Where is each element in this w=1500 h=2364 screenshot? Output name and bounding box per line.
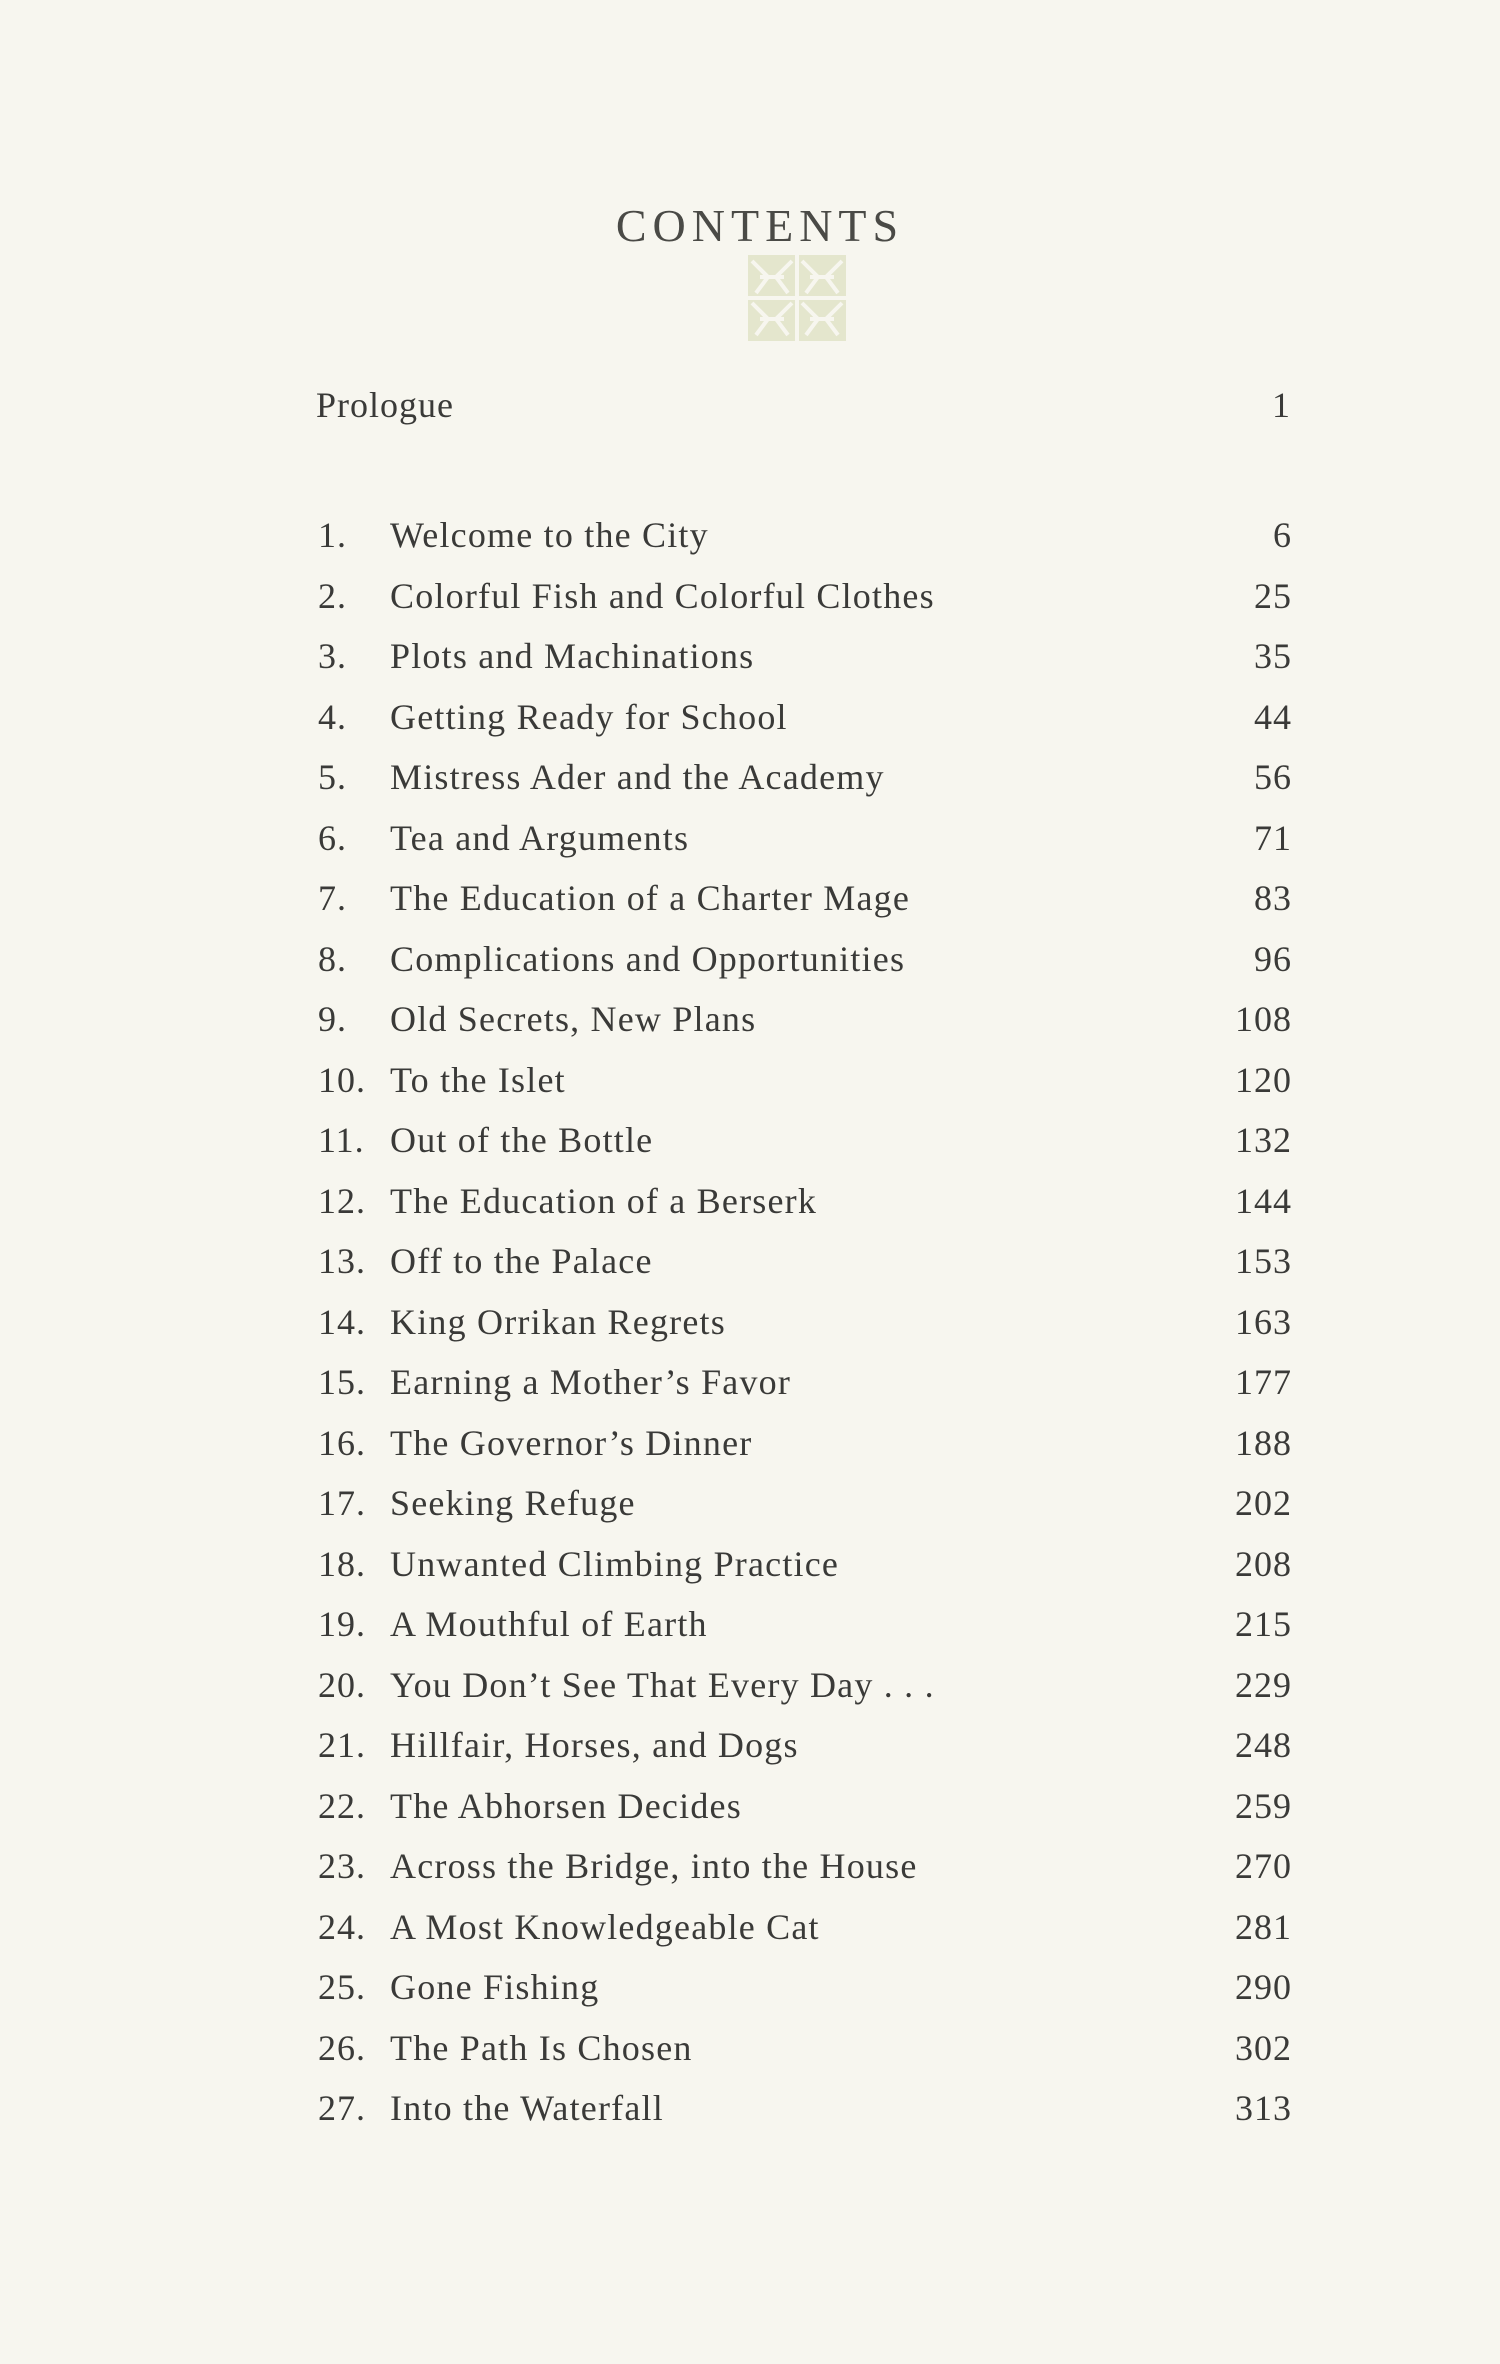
chapter-page-number: 163 xyxy=(1235,1301,1292,1342)
chapter-title: The Path Is Chosen xyxy=(390,2027,693,2068)
chapter-title: To the Islet xyxy=(390,1059,566,1100)
chapter-page-number: 202 xyxy=(1235,1483,1292,1523)
chapter-title: Plots and Machinations xyxy=(390,636,755,676)
chapter-entry xyxy=(318,1231,1292,1292)
chapter-number: 5. xyxy=(318,757,347,797)
chapter-page-number: 132 xyxy=(1235,1120,1292,1160)
chapter-page-number: 6 xyxy=(1273,515,1292,555)
chapter-entry xyxy=(318,626,1292,687)
prologue-page-number: 1 xyxy=(1272,385,1290,425)
prologue-entry xyxy=(316,384,1290,436)
chapter-page-number: 188 xyxy=(1235,1422,1292,1463)
chapter-entry xyxy=(318,1413,1292,1474)
chapter-number: 11. xyxy=(318,1120,365,1160)
chapter-number: 12. xyxy=(318,1180,366,1221)
chapter-entry xyxy=(318,1352,1292,1413)
chapter-number: 16. xyxy=(318,1422,366,1463)
chapter-entry xyxy=(318,505,1292,566)
chapter-page-number: 25 xyxy=(1254,575,1292,616)
chapter-entry xyxy=(318,1776,1292,1837)
chapter-entry xyxy=(318,687,1292,748)
chapter-title: Getting Ready for School xyxy=(390,696,788,737)
chapter-page-number: 177 xyxy=(1235,1362,1292,1402)
chapter-title: A Most Knowledgeable Cat xyxy=(390,1906,820,1947)
chapter-number: 9. xyxy=(318,999,347,1039)
chapter-title: Off to the Palace xyxy=(390,1241,653,1281)
chapter-title: King Orrikan Regrets xyxy=(390,1301,726,1342)
chapter-entry xyxy=(318,2018,1292,2079)
chapter-title: The Abhorsen Decides xyxy=(390,1785,742,1826)
chapter-entry xyxy=(318,1050,1292,1111)
chapter-title: Across the Bridge, into the House xyxy=(390,1846,918,1886)
chapter-page-number: 302 xyxy=(1235,2027,1292,2068)
chapter-title: Colorful Fish and Colorful Clothes xyxy=(390,575,935,616)
chapter-page-number: 290 xyxy=(1235,1967,1292,2007)
chapter-entry xyxy=(318,1171,1292,1232)
chapter-page-number: 281 xyxy=(1235,1906,1292,1947)
chapter-page-number: 215 xyxy=(1235,1604,1292,1644)
chapter-title: The Governor’s Dinner xyxy=(390,1422,753,1463)
chapter-number: 13. xyxy=(318,1241,366,1281)
chapter-number: 14. xyxy=(318,1301,366,1342)
chapter-number: 17. xyxy=(318,1483,366,1523)
chapter-title: Into the Waterfall xyxy=(390,2088,664,2128)
chapter-page-number: 208 xyxy=(1235,1543,1292,1584)
geometric-knot-ornament-icon xyxy=(748,255,846,341)
chapter-entry xyxy=(318,1110,1292,1171)
prologue-label: Prologue xyxy=(316,385,454,425)
chapter-title: Hillfair, Horses, and Dogs xyxy=(390,1725,799,1765)
chapter-page-number: 71 xyxy=(1254,817,1292,858)
chapter-number: 26. xyxy=(318,2027,366,2068)
chapter-number: 8. xyxy=(318,938,347,979)
chapter-page-number: 96 xyxy=(1254,938,1292,979)
chapter-page-number: 44 xyxy=(1254,696,1292,737)
chapter-number: 6. xyxy=(318,817,347,858)
chapter-entry xyxy=(318,1897,1292,1958)
chapter-number: 27. xyxy=(318,2088,366,2128)
chapter-entry xyxy=(318,989,1292,1050)
chapter-number: 22. xyxy=(318,1785,366,1826)
chapter-number: 2. xyxy=(318,575,347,616)
chapter-title: Tea and Arguments xyxy=(390,817,690,858)
chapter-number: 7. xyxy=(318,878,347,918)
chapter-number: 1. xyxy=(318,515,347,555)
chapter-number: 24. xyxy=(318,1906,366,1947)
chapter-page-number: 144 xyxy=(1235,1180,1292,1221)
chapter-title: The Education of a Berserk xyxy=(390,1180,818,1221)
chapter-entry xyxy=(318,808,1292,869)
chapter-page-number: 313 xyxy=(1235,2088,1292,2128)
chapter-title: Seeking Refuge xyxy=(390,1483,636,1523)
chapter-entry xyxy=(318,1534,1292,1595)
chapter-page-number: 120 xyxy=(1235,1059,1292,1100)
chapter-title: A Mouthful of Earth xyxy=(390,1604,708,1644)
chapter-title: Old Secrets, New Plans xyxy=(390,999,757,1039)
chapter-entry xyxy=(318,566,1292,627)
chapter-number: 19. xyxy=(318,1604,366,1644)
chapter-entry xyxy=(318,1655,1292,1716)
chapter-number: 3. xyxy=(318,636,347,676)
chapter-title: Earning a Mother’s Favor xyxy=(390,1362,792,1402)
chapter-title: You Don’t See That Every Day . . . xyxy=(390,1664,935,1705)
chapter-entry xyxy=(318,1473,1292,1534)
chapter-page-number: 83 xyxy=(1254,878,1292,918)
chapter-entry xyxy=(318,1292,1292,1353)
chapter-number: 4. xyxy=(318,696,347,737)
chapter-number: 10. xyxy=(318,1059,366,1100)
chapter-number: 20. xyxy=(318,1664,366,1705)
chapter-entry xyxy=(318,2078,1292,2139)
chapter-entry xyxy=(318,868,1292,929)
chapter-title: Welcome to the City xyxy=(390,515,709,555)
chapter-number: 23. xyxy=(318,1846,366,1886)
chapter-page-number: 259 xyxy=(1235,1785,1292,1826)
chapter-number: 15. xyxy=(318,1362,366,1402)
chapter-title: Mistress Ader and the Academy xyxy=(390,757,885,797)
chapter-number: 21. xyxy=(318,1725,366,1765)
chapter-page-number: 248 xyxy=(1235,1725,1292,1765)
chapter-entry xyxy=(318,1957,1292,2018)
page-title: CONTENTS xyxy=(615,199,905,251)
chapter-entry xyxy=(318,1715,1292,1776)
chapter-number: 25. xyxy=(318,1967,366,2007)
chapter-title: Unwanted Climbing Practice xyxy=(390,1543,840,1584)
chapter-title: Gone Fishing xyxy=(390,1967,600,2007)
chapter-entry xyxy=(318,1594,1292,1655)
chapter-page-number: 229 xyxy=(1235,1664,1292,1705)
chapter-entry xyxy=(318,929,1292,990)
chapter-page-number: 153 xyxy=(1235,1241,1292,1281)
chapter-page-number: 35 xyxy=(1254,636,1292,676)
chapter-title: Complications and Opportunities xyxy=(390,938,906,979)
chapter-number: 18. xyxy=(318,1543,366,1584)
chapter-entry xyxy=(318,1836,1292,1897)
chapter-entry xyxy=(318,747,1292,808)
chapter-list xyxy=(318,505,1292,2139)
chapter-page-number: 56 xyxy=(1254,757,1292,797)
chapter-page-number: 270 xyxy=(1235,1846,1292,1886)
chapter-title: Out of the Bottle xyxy=(390,1120,654,1160)
chapter-page-number: 108 xyxy=(1235,999,1292,1039)
chapter-title: The Education of a Charter Mage xyxy=(390,878,911,918)
